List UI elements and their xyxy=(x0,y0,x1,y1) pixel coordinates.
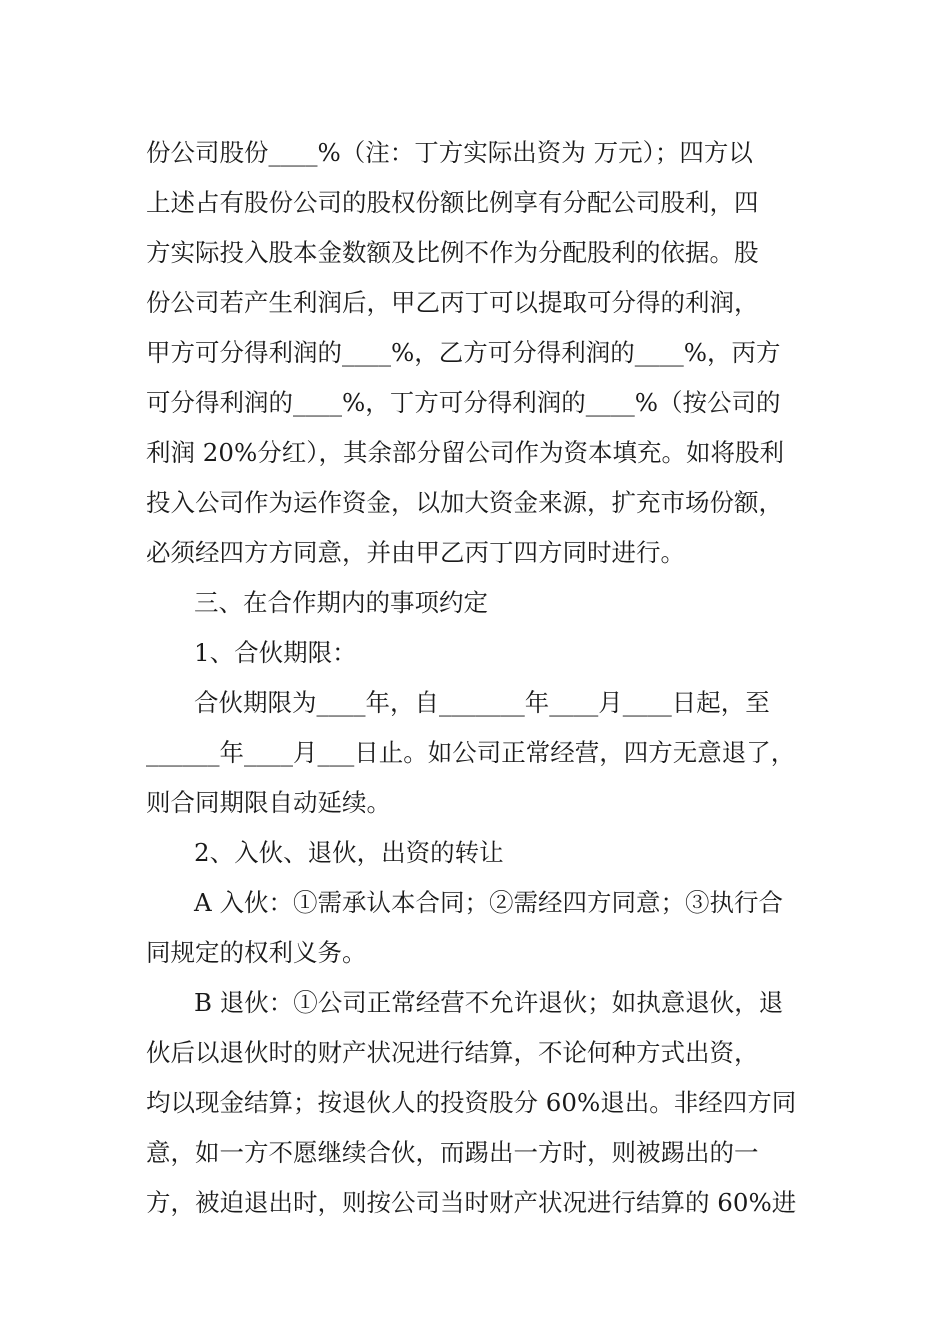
text-line: 合伙期限为____年，自_______年____月____日起，至 xyxy=(194,688,770,717)
subsection-heading: 1、合伙期限： xyxy=(194,638,357,667)
text-line: 方，被迫退出时，则按公司当时财产状况进行结算的 60%进 xyxy=(146,1188,797,1217)
subsection-heading: 2、入伙、退伙，出资的转让 xyxy=(194,838,504,867)
text-line: 甲方可分得利润的____%，乙方可分得利润的____%，丙方 xyxy=(146,338,781,367)
text-line: B 退伙：①公司正常经营不允许退伙；如执意退伙，退 xyxy=(194,988,784,1017)
text-line: 可分得利润的____%，丁方可分得利润的____%（按公司的 xyxy=(146,388,781,417)
section-heading: 三、在合作期内的事项约定 xyxy=(194,588,488,617)
text-line: 必须经四方方同意，并由甲乙丙丁四方同时进行。 xyxy=(146,538,685,567)
document-body xyxy=(146,128,814,1228)
text-line: 利润 20%分红），其余部分留公司作为资本填充。如将股利 xyxy=(146,438,784,467)
text-line: 方实际投入股本金数额及比例不作为分配股利的依据。股 xyxy=(146,238,759,267)
text-line: 均以现金结算；按退伙人的投资股分 60%退出。非经四方同 xyxy=(146,1088,797,1117)
text-line: ______年____月___日止。如公司正常经营，四方无意退了， xyxy=(146,738,796,767)
text-line: 则合同期限自动延续。 xyxy=(146,788,391,817)
text-line: 上述占有股份公司的股权份额比例享有分配公司股利，四 xyxy=(146,188,759,217)
text-line: 伙后以退伙时的财产状况进行结算，不论何种方式出资， xyxy=(146,1038,759,1067)
text-line: 投入公司作为运作资金，以加大资金来源，扩充市场份额， xyxy=(146,488,783,517)
text-line: 同规定的权利义务。 xyxy=(146,938,367,967)
text-line: 份公司股份____%（注：丁方实际出资为 万元）；四方以 xyxy=(146,138,753,167)
text-line: A 入伙：①需承认本合同；②需经四方同意；③执行合 xyxy=(194,888,783,917)
text-line: 份公司若产生利润后，甲乙丙丁可以提取可分得的利润， xyxy=(146,288,759,317)
text-line: 意，如一方不愿继续合伙，而踢出一方时，则被踢出的一 xyxy=(146,1138,759,1167)
